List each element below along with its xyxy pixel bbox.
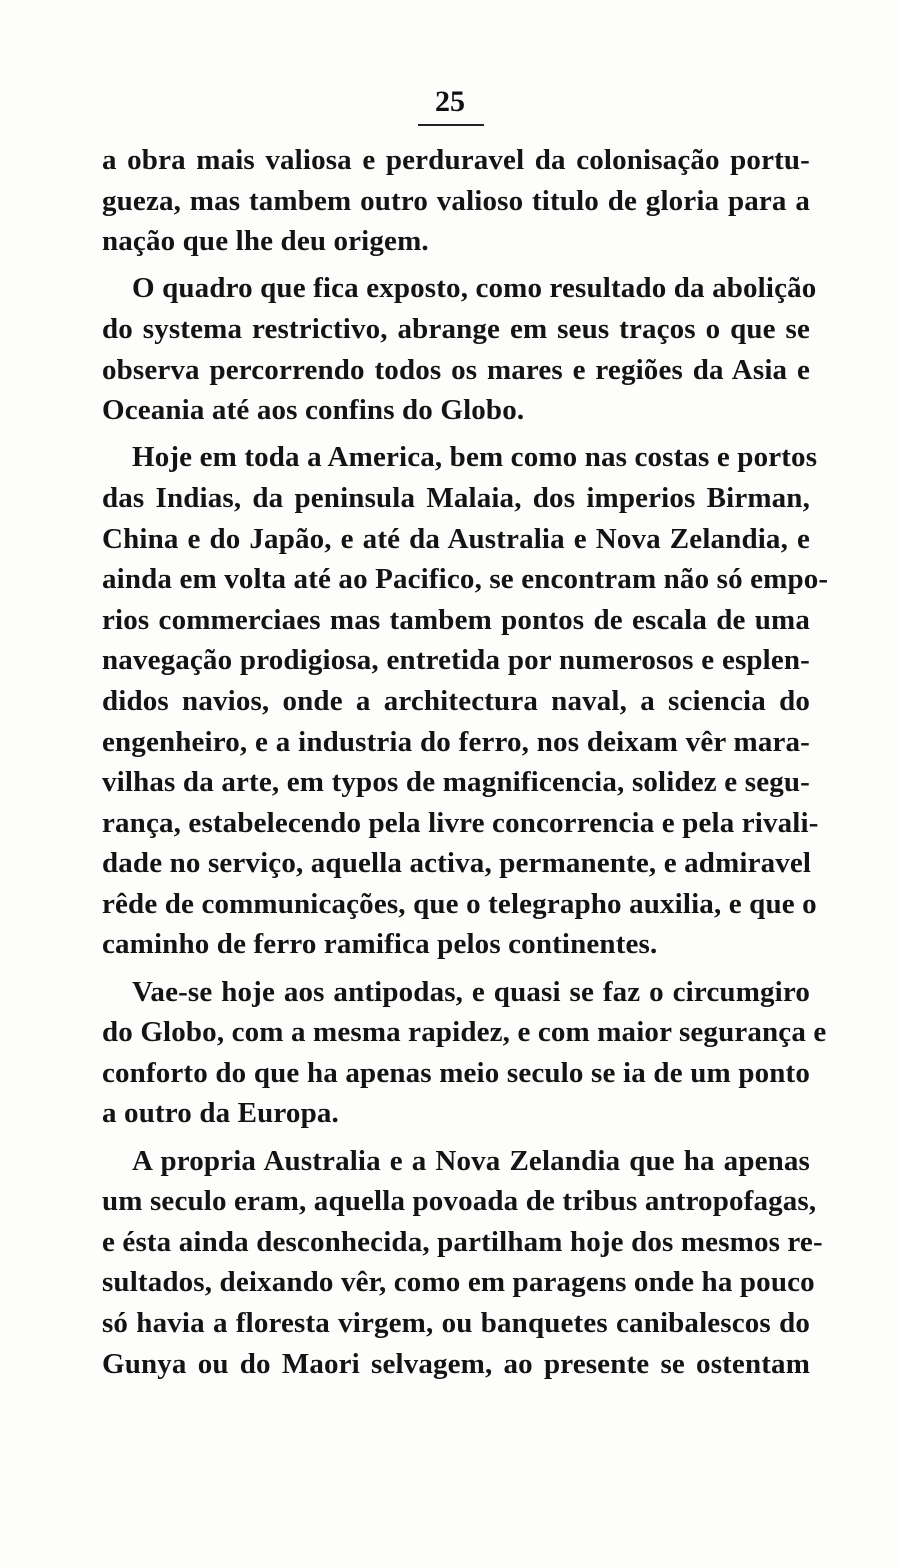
text-line: rança, estabelecendo pela livre concorrencia e pela rivali- [102, 806, 819, 839]
text-line: dade no serviço, aquella activa, permanente, e admiravel [102, 847, 812, 880]
text-line: do Globo, com a mesma rapidez, e com maior segurança e [102, 1016, 827, 1049]
text-line: a outro da Europa. [102, 1097, 339, 1130]
text-line: do systema restrictivo, abrange em seus traços o que se [102, 312, 810, 345]
text-line: Hoje em toda a America, bem como nas costas e portos [132, 441, 818, 474]
text-line: gueza, mas tambem outro valioso titulo de gloria para a [102, 184, 810, 217]
text-line: Oceania até aos confins do Globo. [102, 394, 525, 427]
text-line: a obra mais valiosa e perduravel da colonisação portu- [102, 144, 810, 176]
text-line: A propria Australia e a Nova Zelandia que ha apenas [132, 1144, 810, 1177]
text-line: engenheiro, e a industria do ferro, nos deixam vêr mara- [102, 725, 810, 758]
paragraph-4 [102, 972, 827, 1134]
text-line: um seculo eram, aquella povoada de tribus antropofagas, [102, 1185, 817, 1218]
text-line: rios commerciaes mas tambem pontos de escala de uma [102, 603, 810, 636]
text-line: caminho de ferro ramifica pelos continentes. [102, 928, 658, 961]
text-line: conforto do que ha apenas meio seculo se ia de um ponto [102, 1056, 810, 1089]
text-line: só havia a floresta virgem, ou banquetes canibalescos do [102, 1307, 810, 1339]
page-number: 25 [435, 85, 465, 118]
text-line: Vae-se hoje aos antipodas, e quasi se faz o circumgiro [132, 975, 810, 1008]
paragraph-5 [102, 1141, 823, 1385]
text-line: ainda em volta até ao Pacifico, se encontram não só empo- [102, 563, 829, 596]
paragraph-2 [102, 268, 817, 430]
text-line: nação que lhe deu origem. [102, 225, 429, 258]
text-line: observa percorrendo todos os mares e regiões da Asia e [102, 353, 810, 386]
text-line: China e do Japão, e até da Australia e Nova Zelandia, e [102, 522, 810, 555]
text-line: Gunya ou do Maori selvagem, ao presente se ostentam [102, 1347, 810, 1380]
text-line: vilhas da arte, em typos de magnificencia, solidez e segu- [102, 766, 810, 799]
text-line: e ésta ainda desconhecida, partilham hoje dos mesmos re- [102, 1225, 823, 1258]
body-text [102, 140, 829, 1391]
paragraph-1 [102, 140, 810, 262]
text-line: rêde de communicações, que o telegrapho auxilia, e que o [102, 887, 817, 920]
text-line: didos navios, onde a architectura naval, a sciencia do [102, 684, 810, 717]
text-line: navegação prodigiosa, entretida por numerosos e esplen- [102, 644, 810, 677]
page-number-rule [418, 124, 484, 126]
paragraph-3 [102, 437, 829, 965]
text-line: O quadro que fica exposto, como resultado da abolição [132, 272, 817, 305]
text-line: das Indias, da peninsula Malaia, dos imperios Birman, [102, 481, 810, 514]
text-line: sultados, deixando vêr, como em paragens onde ha pouco [102, 1266, 815, 1299]
